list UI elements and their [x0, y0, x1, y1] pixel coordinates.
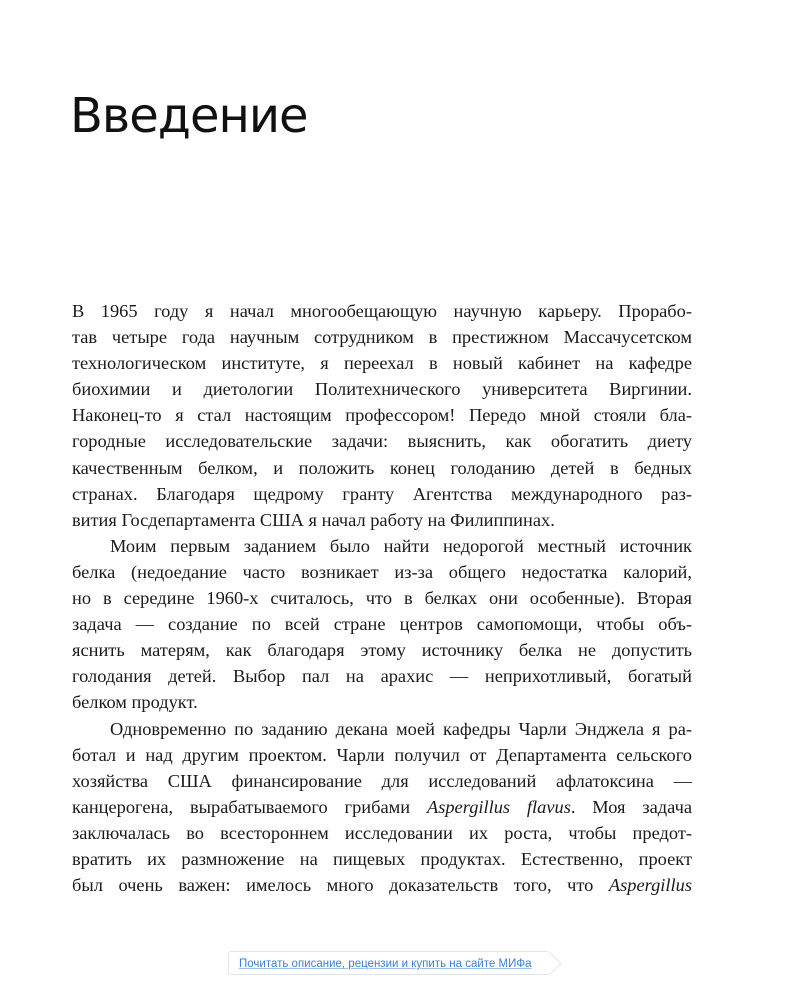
text-line: качественным белком, и положить конец голоданию детей в бедных: [72, 457, 692, 478]
text-line: ботал и над другим проектом. Чарли получил от Департамента сельского: [72, 744, 692, 765]
text-line: яснить матерям, как благодаря этому источнику белка не допустить: [72, 640, 692, 661]
body-text: [72, 298, 692, 898]
text-line: Наконец-то я стал настоящим профессором! Передо мной стояли бла-: [72, 405, 692, 426]
text-line: голодания детей. Выбор пал на арахис — неприхотливый, богатый: [72, 666, 692, 687]
text-line: странах. Благодаря щедрому гранту Агентства международного раз-: [72, 483, 692, 504]
paragraph: [72, 716, 692, 899]
text-line: городные исследовательские задачи: выяснить, как обогатить диету: [72, 431, 692, 452]
text-line: технологическом институте, я переехал в новый кабинет на кафедре: [72, 353, 692, 374]
text-line: заключалась во всестороннем исследовании их роста, чтобы предот-: [72, 822, 692, 843]
text-line: вратить их размножение на пищевых продуктах. Естественно, проект: [72, 848, 692, 869]
text-line: белком продукт.: [72, 692, 198, 713]
paragraph: [72, 533, 692, 716]
text-line: тав четыре года научным сотрудником в престижном Массачусетском: [72, 327, 692, 348]
text-line: белка (недоедание часто возникает из-за общего недостатка калорий,: [72, 561, 692, 582]
text-line: хозяйства США финансирование для исследований афлатоксина —: [72, 770, 692, 791]
text-line: был очень важен: имелось много доказательств того, что Aspergillus: [72, 875, 692, 896]
text-line: вития Госдепартамента США я начал работу на Филиппинах.: [72, 509, 555, 530]
page-title: Введение: [70, 88, 308, 144]
species-name: Aspergillus flavus: [426, 796, 571, 817]
text-line: Одновременно по заданию декана моей кафедры Чарли Энджела я ра-: [110, 718, 692, 739]
text-line: но в середине 1960-х считалось, что в белках они особенные). Вторая: [72, 588, 692, 609]
text-line: канцерогена, вырабатываемого грибами Aspergillus flavus. Моя задача: [72, 796, 692, 817]
text-line: задача — создание по всей стране центров самопомощи, чтобы объ-: [72, 614, 692, 635]
text-line: Моим первым заданием было найти недорогой местный источник: [110, 535, 692, 556]
text-line: В 1965 году я начал многообещающую научную карьеру. Прорабо-: [72, 301, 692, 321]
text-line: биохимии и диетологии Политехнического университета Виргинии.: [72, 379, 692, 400]
buy-link[interactable]: Почитать описание, рецензии и купить на сайте МИФа: [228, 951, 548, 975]
species-name: Aspergillus: [608, 875, 692, 896]
paragraph: [72, 298, 692, 533]
